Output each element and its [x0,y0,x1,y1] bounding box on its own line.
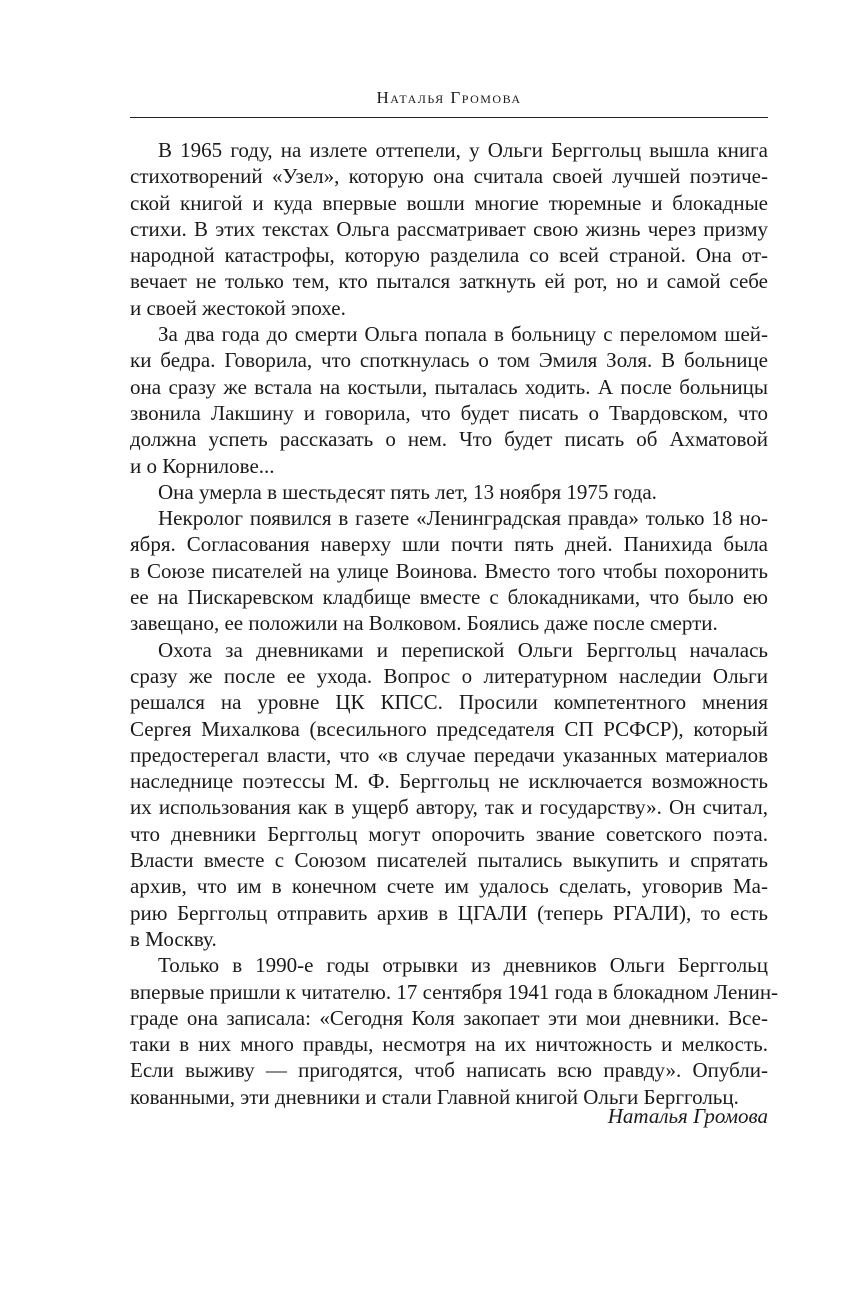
text-line: За два года до смерти Ольга попала в больницу с переломом шей- [158,322,768,347]
text-line: Сергея Михалкова (всесильного председателя СП РСФСР), который [130,716,768,741]
text-line: и о Корнилове... [130,453,275,478]
text-line: решался на уровне ЦК КПСС. Просили компетентного мнения [130,690,768,715]
body-text [130,137,779,1110]
text-line: стихотворений «Узел», которую она считала своей лучшей поэтиче- [130,164,768,189]
text-line: в Союзе писателей на улице Воинова. Вместо того чтобы похоронить [130,558,768,583]
author-signature: Наталья Громова [607,1104,768,1128]
text-line: что дневники Берггольц могут опорочить звание советского поэта. [130,821,768,846]
text-line: рию Берггольц отправить архив в ЦГАЛИ (теперь РГАЛИ), то есть [130,900,768,925]
text-line: сразу же после ее ухода. Вопрос о литературном наследии Ольги [130,663,768,688]
paragraph [130,479,768,505]
text-line: предостерегал власти, что «в случае передачи указанных материалов [130,742,768,767]
text-line: в Москву. [130,926,217,951]
text-line: граде она записала: «Сегодня Коля закопает эти мои дневники. Все- [130,1005,768,1030]
text-line: звонила Лакшину и говорила, что будет писать о Твардовском, что [130,400,768,425]
text-line: Власти вместе с Союзом писателей пытались выкупить и спрятать [130,848,768,873]
text-line: вечает не только тем, кто пытался заткнуть ей рот, но и самой себе [130,269,768,294]
text-line: наследнице поэтессы М. Ф. Берггольц не исключается возможность [130,769,768,794]
text-line: и своей жестокой эпохе. [130,295,346,320]
text-line: их использования как в ущерб автору, так и государству». Он считал, [130,795,768,820]
text-line: она сразу же встала на костыли, пыталась ходить. А после больницы [130,374,768,399]
text-line: архив, что им в конечном счете им удалось сделать, уговорив Ма- [130,874,768,899]
text-line: народной катастрофы, которую разделила со всей страной. Она от- [130,243,768,268]
text-line: ее на Пискаревском кладбище вместе с блокадниками, что было ею [130,585,768,610]
text-line: ки бедра. Говорила, что споткнулась о том Эмиля Золя. В больнице [130,348,768,373]
text-line: Если выживу — пригодятся, чтоб написать всю правду». Опубли- [130,1058,768,1083]
text-line: Некролог появился в газете «Ленинградская правда» только 18 но- [158,506,768,531]
text-line: Охота за дневниками и перепиской Ольги Берггольц началась [158,637,768,662]
text-line: завещано, ее положили на Волковом. Боялись даже после смерти. [130,611,718,636]
text-line: должна успеть рассказать о нем. Что будет писать об Ахматовой [130,427,768,452]
text-line: ской книгой и куда впервые вошли многие тюремные и блокадные [130,190,768,215]
text-line: Только в 1990-е годы отрывки из дневников Ольги Берггольц [158,953,768,978]
paragraph [130,952,779,1110]
header-rule [130,117,768,118]
text-line: Она умерла в шестьдесят пять лет, 13 ноября 1975 года. [158,479,657,504]
text-line: впервые пришли к читателю. 17 сентября 1941 года в блокадном Ленин- [130,979,779,1004]
running-head: Наталья Громова [376,88,522,107]
text-line: ября. Согласования наверху шли почти пять дней. Панихида была [130,532,768,557]
paragraph [130,637,768,953]
paragraph [130,137,768,321]
text-line: стихи. В этих текстах Ольга рассматривает свою жизнь через призму [130,216,768,241]
text-line: В 1965 году, на излете оттепели, у Ольги Берггольц вышла книга [158,138,768,162]
paragraph [130,321,768,479]
paragraph [130,505,768,636]
text-line: кованными, эти дневники и стали Главной книгой Ольги Берггольц. [130,1084,739,1109]
text-line: таки в них много правды, несмотря на их ничтожность и мелкость. [130,1032,768,1057]
